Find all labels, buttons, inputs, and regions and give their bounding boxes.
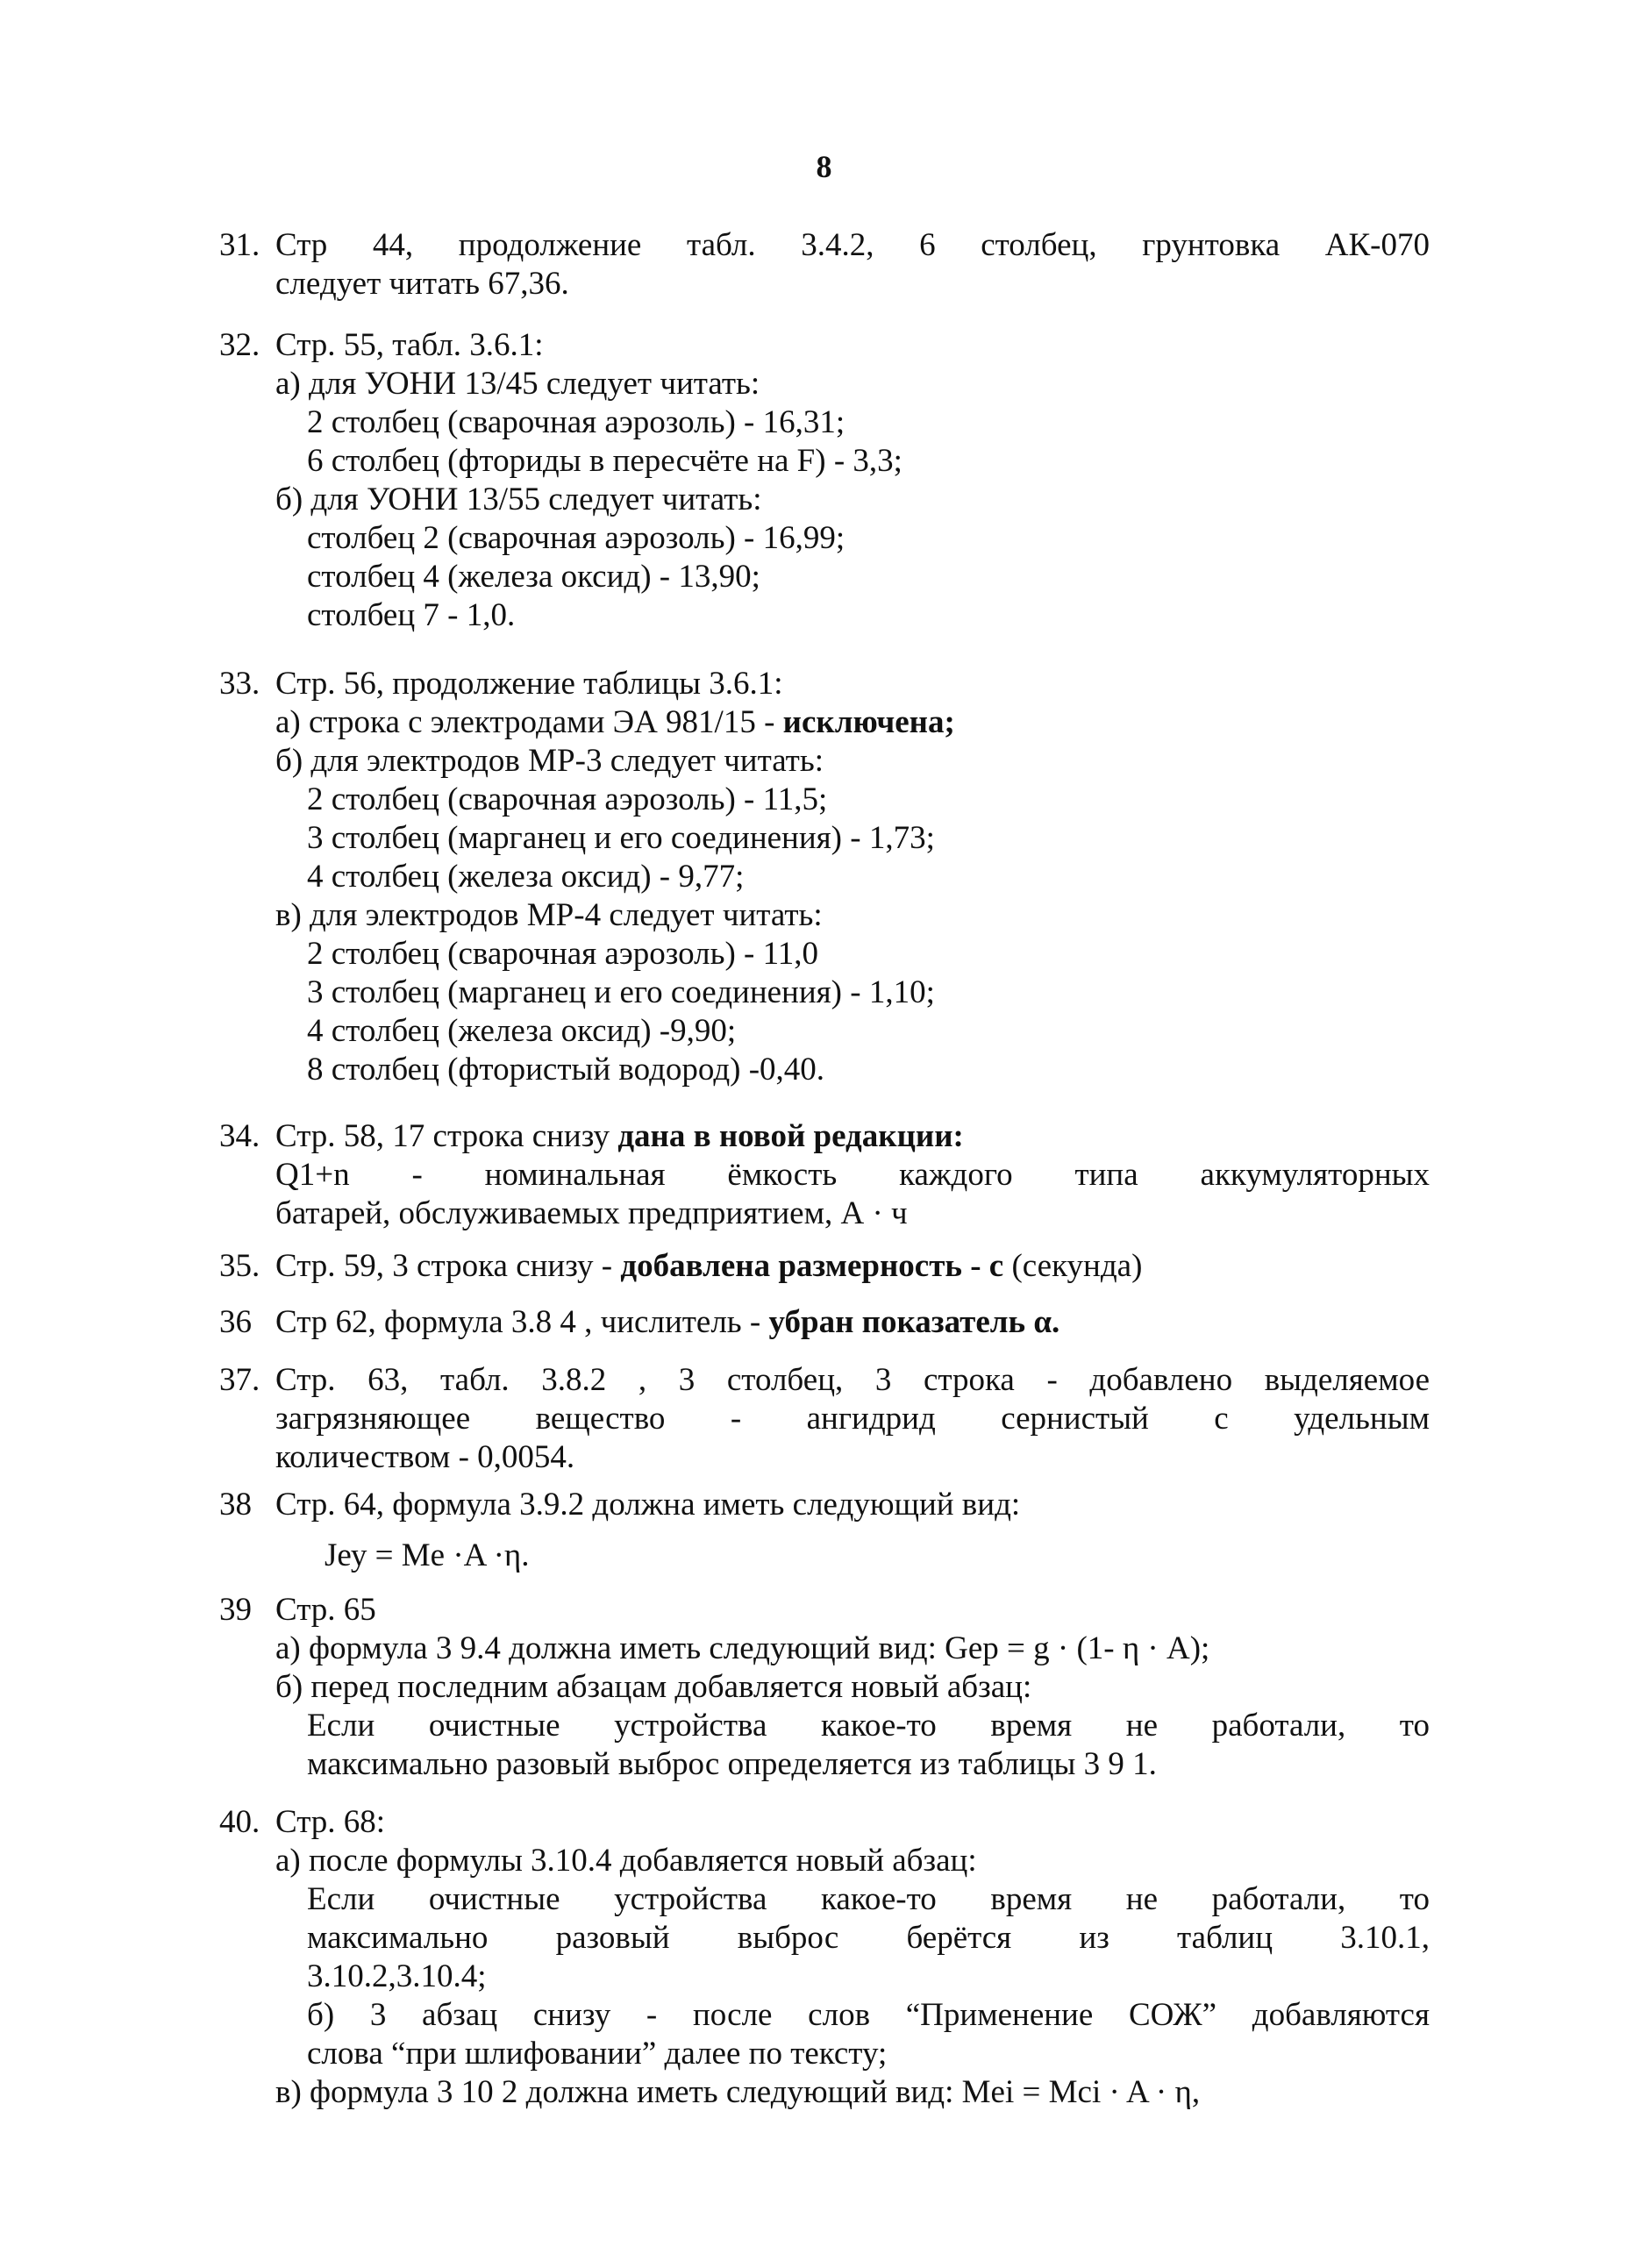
sub-line: 2 столбец (сварочная аэрозоль) - 16,31;: [307, 404, 845, 440]
sub-line: 3 столбец (марганец и его соединения) - 1,10;: [307, 974, 935, 1010]
item-number: 36: [219, 1304, 252, 1340]
sub-item: б) для УОНИ 13/55 следует читать:: [275, 481, 762, 517]
paragraph-line: максимально разовый выброс берётся из таблиц 3.10.1,: [307, 1920, 1430, 1956]
paragraph-line: максимально разовый выброс определяется из таблицы 3 9 1.: [307, 1746, 1157, 1782]
item-number: 40.: [219, 1804, 260, 1840]
list-item-32: [219, 326, 1430, 635]
item-number: 33.: [219, 666, 260, 702]
paragraph-line: 3.10.2,3.10.4;: [307, 1958, 487, 1994]
sub-line: столбец 2 (сварочная аэрозоль) - 16,99;: [307, 520, 845, 556]
item-title: Стр. 55, табл. 3.6.1:: [275, 327, 544, 363]
item-number: 31.: [219, 227, 260, 263]
item-title: Стр. 58, 17 строка снизу: [275, 1118, 618, 1154]
list-item-39: 39 Стр. 65 а) формула 3 9.4 должна иметь следующий вид: Gер = g · (1- η · A); б) перед последним абзацам добавляется новый абзац: Если очистные устройства какое-то время не работали, то максимально разовый выброс определяется из таблицы 3 9 1.: [219, 1592, 1430, 1782]
sub-item: в) для электродов МР-4 следует читать:: [275, 897, 823, 933]
sub-line: 8 столбец (фтористый водород) -0,40.: [307, 1052, 825, 1088]
sub-line: 2 столбец (сварочная аэрозоль) - 11,0: [307, 936, 819, 972]
sub-item: б) перед последним абзацам добавляется новый абзац:: [275, 1669, 1032, 1705]
sub-line: 4 столбец (железа оксид) -9,90;: [307, 1013, 737, 1049]
sub-item: а) формула 3 9.4 должна иметь следующий вид: Gер = g · (1- η · A);: [275, 1630, 1210, 1666]
emphasis: исключена;: [782, 704, 955, 740]
item-text: следует читать 67,36.: [275, 266, 569, 302]
item-number: 35.: [219, 1248, 260, 1284]
list-item-38: 38 Стр. 64, формула 3.9.2 должна иметь следующий вид: Jеу = Mе ·A ·η.: [219, 1486, 1430, 1575]
sub-item: б) для электродов МР-3 следует читать:: [275, 743, 824, 779]
item-number: 39: [219, 1592, 252, 1628]
sub-item: в) формула 3 10 2 должна иметь следующий вид: Mеi = Mсi · A · η,: [275, 2074, 1201, 2110]
item-title: Стр. 56, продолжение таблицы 3.6.1:: [275, 666, 783, 702]
item-number: 37.: [219, 1362, 260, 1398]
paragraph-line: Если очистные устройства какое-то время не работали, то: [307, 1708, 1430, 1744]
sub-item: а) строка с электродами ЭА 981/15 -: [275, 704, 783, 740]
list-item-37: 37. Стр. 63, табл. 3.8.2 , 3 столбец, 3 строка - добавлено выделяемое загрязняющее вещество - ангидрид сернистый с удельным количеством - 0,0054.: [219, 1362, 1430, 1475]
formula: Jеу = Mе ·A ·η.: [325, 1537, 530, 1573]
item-number: 38: [219, 1487, 252, 1523]
list-item-33: [219, 665, 1430, 1089]
definition-line: батарей, обслуживаемых предприятием, А · ч: [275, 1195, 908, 1231]
item-number: 34.: [219, 1118, 260, 1154]
sub-line: столбец 4 (железа оксид) - 13,90;: [307, 559, 760, 595]
list-item-34: [219, 1117, 1430, 1233]
list-item-31: [219, 226, 1430, 303]
paragraph-line: б) 3 абзац снизу - после слов “Применение СОЖ” добавляются: [307, 1997, 1430, 2033]
item-text: Стр 44, продолжение табл. 3.4.2, 6 столбец, грунтовка АК-070: [275, 227, 1430, 263]
sub-line: 3 столбец (марганец и его соединения) - 1,73;: [307, 820, 935, 856]
item-number: 32.: [219, 327, 260, 363]
paragraph-line: слова “при шлифовании” далее по тексту;: [307, 2036, 888, 2072]
list-item-40: 40. Стр. 68: а) после формулы 3.10.4 добавляется новый абзац: Если очистные устройства какое-то время не работали, то максимально разовый выброс берётся из таблиц 3.10.1, 3.10.2,3.10.4; б) 3 абзац снизу - после слов “Применение СОЖ” добавляются слова “при шлифовании” далее по тексту; в) формула 3 10 2 должна иметь следующий вид: Mеi = Mсi · A · η,: [219, 1804, 1430, 2110]
emphasis: дана в новой редакции:: [617, 1118, 964, 1154]
sub-line: 6 столбец (фториды в пересчёте на F) - 3,3;: [307, 443, 902, 479]
sub-line: столбец 7 - 1,0.: [307, 597, 516, 633]
page-number: 8: [816, 149, 832, 184]
definition-line: Q1+n - номинальная ёмкость каждого типа аккумуляторных: [275, 1157, 1430, 1193]
list-item-36: 36 Стр 62, формула 3.8 4 , числитель - убран показатель α.: [219, 1304, 1060, 1340]
emphasis: добавлена размерность - с: [620, 1248, 1004, 1284]
sub-line: 4 столбец (железа оксид) - 9,77;: [307, 859, 745, 895]
emphasis: убран показатель α.: [768, 1304, 1060, 1340]
sub-line: 2 столбец (сварочная аэрозоль) - 11,5;: [307, 781, 828, 817]
paragraph-line: Если очистные устройства какое-то время не работали, то: [307, 1881, 1430, 1917]
sub-item: а) после формулы 3.10.4 добавляется новый абзац:: [275, 1843, 977, 1879]
sub-item: а) для УОНИ 13/45 следует читать:: [275, 366, 760, 402]
list-item-35: 35. Стр. 59, 3 строка снизу - добавлена размерность - с (секунда): [219, 1248, 1143, 1284]
